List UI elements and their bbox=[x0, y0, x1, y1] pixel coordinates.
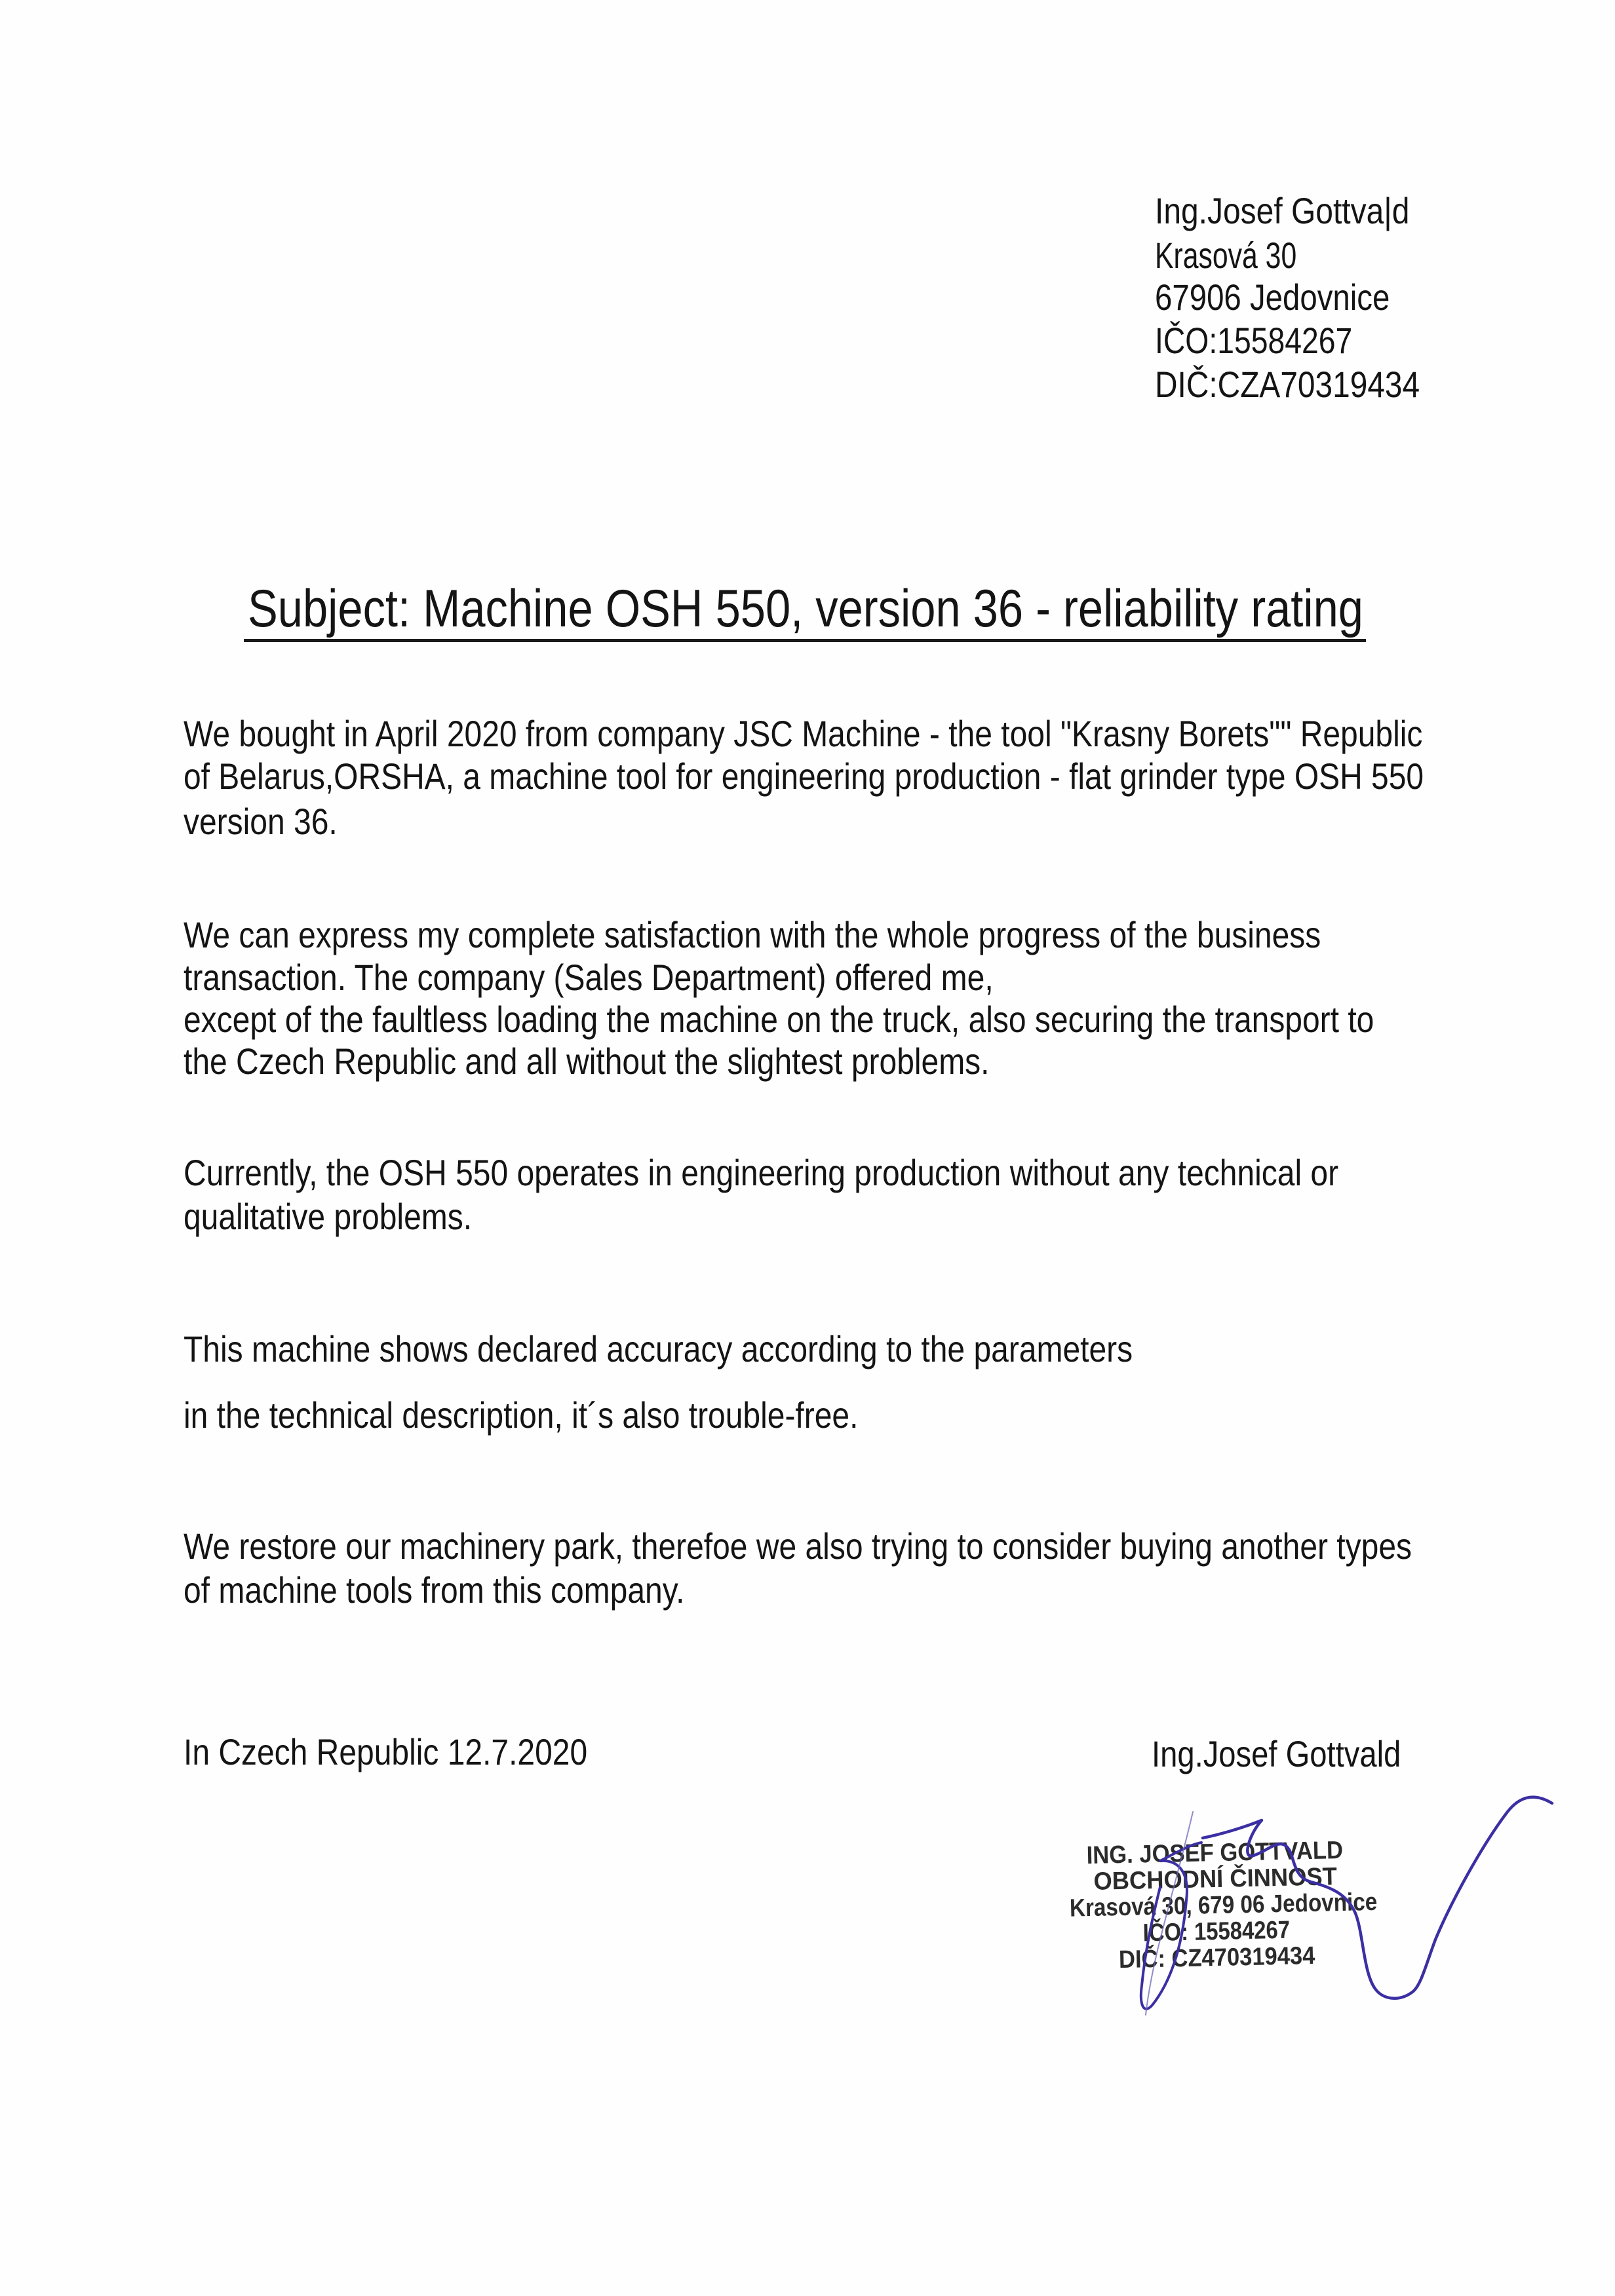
paragraph-line: of machine tools from this company. bbox=[184, 1569, 685, 1611]
subject-underline bbox=[244, 639, 1366, 642]
sender-city: 67906 Jedovnice bbox=[1155, 277, 1390, 318]
paragraph-line: except of the faultless loading the machine on the truck, also securing the transport to bbox=[184, 999, 1374, 1040]
stamp-line-address: Krasová 30, 679 06 Jedovnice bbox=[1069, 1888, 1378, 1923]
place-and-date: In Czech Republic 12.7.2020 bbox=[184, 1731, 588, 1772]
stamp-line-ico: IČO: 15584267 bbox=[1142, 1916, 1291, 1947]
paragraph-line: qualitative problems. bbox=[184, 1196, 473, 1237]
paragraph-line: Currently, the OSH 550 operates in engineering production without any technical or bbox=[184, 1152, 1339, 1193]
paragraph-line: in the technical description, it´s also trouble-free. bbox=[184, 1394, 859, 1436]
paragraph-line: We restore our machinery park, therefoe we also trying to consider buying another types bbox=[184, 1525, 1412, 1567]
subject-heading: Subject: Machine OSH 550, version 36 - reliability rating bbox=[248, 579, 1363, 638]
paragraph-line: the Czech Republic and all without the slightest problems. bbox=[184, 1041, 990, 1082]
paragraph-line: This machine shows declared accuracy according to the parameters bbox=[184, 1328, 1133, 1369]
paragraph-line: We bought in April 2020 from company JSC Machine - the tool "Krasny Borets"" Republic bbox=[184, 713, 1423, 754]
paragraph-line: transaction. The company (Sales Department) offered me, bbox=[184, 957, 994, 998]
sender-dic: DIČ:CZA70319434 bbox=[1155, 364, 1420, 405]
sender-street: Krasová 30 bbox=[1155, 235, 1297, 276]
paragraph-line: version 36. bbox=[184, 801, 338, 842]
paragraph-line: We can express my complete satisfaction with the whole progress of the business bbox=[184, 914, 1321, 955]
paragraph-line: of Belarus,ORSHA, a machine tool for engineering production - flat grinder type OSH 550 bbox=[184, 756, 1424, 797]
sender-name: Ing.Josef Gottva|d bbox=[1155, 190, 1410, 231]
stamp-line-activity: OBCHODNÍ ČINNOST bbox=[1093, 1863, 1338, 1896]
stamp-line-name: ING. JOSEF GOTTVALD bbox=[1086, 1836, 1344, 1870]
sender-ico: IČO:15584267 bbox=[1155, 320, 1353, 361]
company-stamp bbox=[1047, 1837, 1384, 1975]
stamp-line-dic: DIČ: CZ470319434 bbox=[1118, 1942, 1315, 1974]
signatory-name: Ing.Josef Gottvald bbox=[1152, 1733, 1401, 1774]
